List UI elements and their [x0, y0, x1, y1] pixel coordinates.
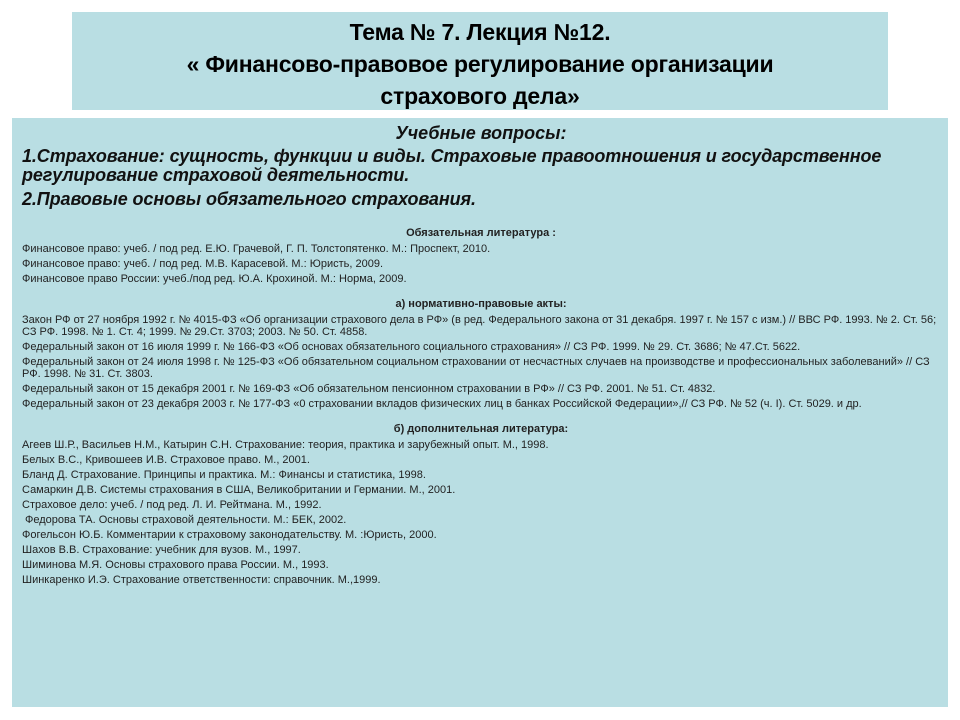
additional-literature-item: Шахов В.В. Страхование: учебник для вузов. М., 1997. — [22, 544, 301, 556]
title-line-2: « Финансово-правовое регулирование организации — [186, 51, 774, 77]
slide-title-box — [72, 12, 888, 110]
additional-literature-item: Федорова ТА. Основы страховой деятельности. М.: БЕК, 2002. — [25, 514, 347, 526]
additional-literature-item: Страховое дело: учеб. / под ред. Л. И. Рейтмана. М., 1992. — [22, 499, 322, 511]
slide-content-box — [12, 118, 948, 707]
additional-literature-item: Белых В.С., Кривошеев И.В. Страховое право. М., 2001. — [22, 454, 310, 466]
mandatory-literature-item: Финансовое право России: учеб./под ред. Ю.А. Крохиной. М.: Норма, 2009. — [22, 273, 407, 285]
legal-acts-heading: а) нормативно-правовые акты: — [395, 298, 567, 310]
title-line-1: Тема № 7. Лекция №12. — [349, 19, 611, 45]
additional-literature-heading: б) дополнительная литература: — [393, 423, 569, 435]
additional-literature-item: Самаркин Д.В. Системы страхования в США, Великобритании и Германии. М., 2001. — [22, 484, 456, 496]
additional-literature-item: Шинкаренко И.Э. Страхование ответственности: справочник. М.,1999. — [22, 574, 381, 586]
legal-act-item: Закон РФ от 27 ноября 1992 г. № 4015-ФЗ «Об организации страхового дела в РФ» (в ред. Федерального закона от 31 декабря. 1997 г. № 157 с изм.) // ВВС РФ. 1993. № 2. Ст. 56; СЗ РФ. 1998. № 1. Ст. 4; 1999. № 29.Ст. 3703; 2003. № 50. Ст. 4858. — [22, 314, 937, 338]
legal-act-item: Федеральный закон от 24 июля 1998 г. № 125-ФЗ «Об обязательном социальном страховании от несчастных случаев на производстве и профессиональных заболеваний» // СЗ РФ. 1998. № 31. Ст. 3803. — [22, 356, 930, 380]
mandatory-literature-heading: Обязательная литература : — [406, 227, 556, 239]
legal-act-item: Федеральный закон от 16 июля 1999 г. № 166-ФЗ «Об основах обязательного социального страхования» // СЗ РФ. 1999. № 29. Ст. 3686; № 47.Ст. 5622. — [22, 341, 801, 353]
additional-literature-item: Агеев Ш.Р., Васильев Н.М., Катырин С.Н. Страхование: теория, практика и зарубежный опыт. М., 1998. — [22, 439, 549, 451]
question-item-2: 2.Правовые основы обязательного страхования. — [22, 189, 476, 209]
additional-literature-item: Бланд Д. Страхование. Принципы и практика. М.: Финансы и статистика, 1998. — [22, 469, 426, 481]
mandatory-literature-item: Финансовое право: учеб. / под ред. М.В. Карасевой. М.: Юристь, 2009. — [22, 258, 384, 270]
legal-act-item: Федеральный закон от 23 декабря 2003 г. № 177-ФЗ «0 страховании вкладов физических лиц в банках Российской Федерации»,// СЗ РФ. № 52 (ч. I). Ст. 5029. и др. — [22, 398, 862, 410]
additional-literature-item: Шиминова М.Я. Основы страхового права России. М., 1993. — [22, 559, 329, 571]
questions-heading: Учебные вопросы: — [395, 123, 567, 143]
additional-literature-item: Фогельсон Ю.Б. Комментарии к страховому законодательству. М. :Юристь, 2000. — [22, 529, 437, 541]
title-line-3: страхового дела» — [380, 83, 580, 109]
mandatory-literature-item: Финансовое право: учеб. / под ред. Е.Ю. Грачевой, Г. П. Толстопятенко. М.: Проспект, 2010. — [22, 243, 491, 255]
legal-act-item: Федеральный закон от 15 декабря 2001 г. № 169-ФЗ «Об обязательном пенсионном страховании в РФ» // СЗ РФ. 2001. № 51. Ст. 4832. — [22, 383, 716, 395]
question-item-1: 1.Страхование: сущность, функции и виды. Страховые правоотношения и государственное регулирование страховой деятельности. — [22, 146, 882, 185]
